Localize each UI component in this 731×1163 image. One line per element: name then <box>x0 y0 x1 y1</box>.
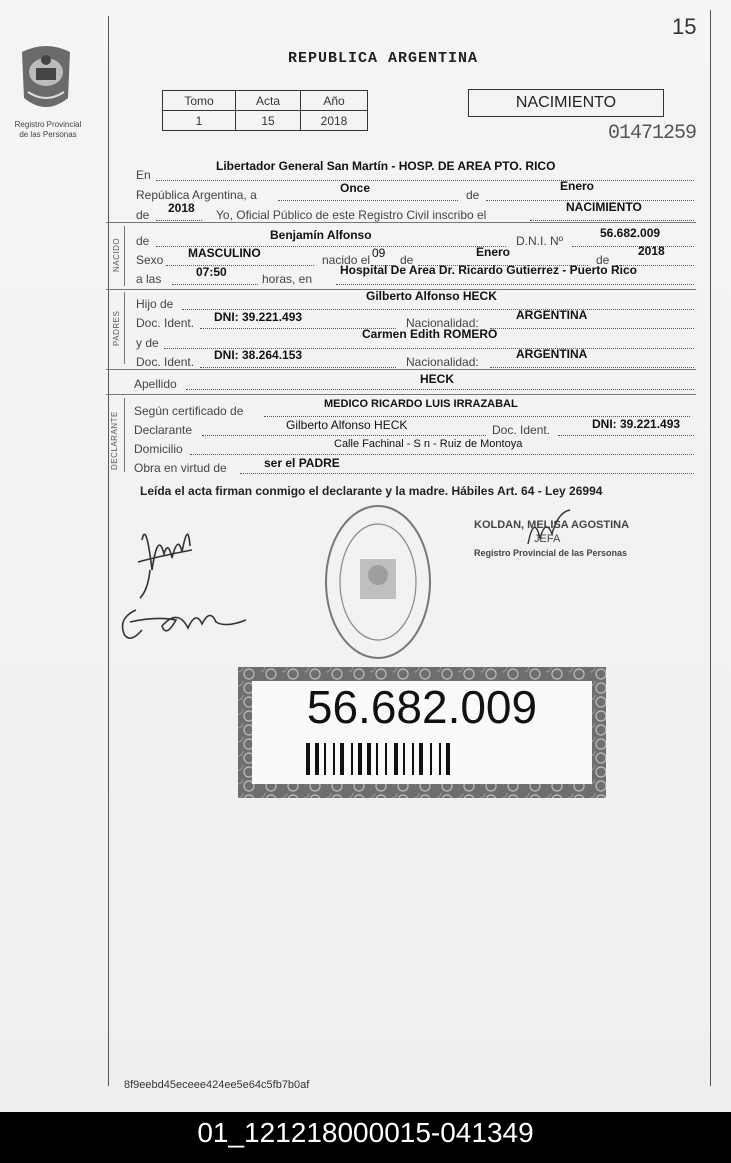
footer-code: 01_121218000015-041349 <box>197 1117 534 1148</box>
month-value: Enero <box>560 179 595 193</box>
barcode-bar <box>315 743 319 775</box>
section-rule <box>124 292 125 364</box>
barcode-bar <box>340 743 344 775</box>
closing-text: Leída el acta firman conmigo el declarante y la madre. Hábiles Art. 64 - Ley 26994 <box>140 484 603 498</box>
declarante-section-label: DECLARANTE <box>110 411 119 470</box>
barcode-bar <box>358 743 362 775</box>
alas-label: a las <box>136 272 162 286</box>
barcode-bar <box>419 743 423 775</box>
section-separator <box>106 394 696 395</box>
birth-month: Enero <box>476 245 511 259</box>
doc-ident-label: Doc. Ident. <box>136 355 195 369</box>
year-value: 2018 <box>168 201 195 215</box>
certificado-label: Según certificado de <box>134 404 244 418</box>
barcode-bar <box>324 743 326 775</box>
barcode-bar <box>439 743 441 775</box>
padres-section-label: PADRES <box>112 310 121 346</box>
logo-caption <box>0 120 96 140</box>
logo-caption-line-2: de las Personas <box>19 130 77 139</box>
en-label: En <box>136 168 151 182</box>
officer-text: Yo, Oficial Público de este Registro Civil inscribo el <box>216 208 487 222</box>
obra-label: Obra en virtud de <box>134 461 227 475</box>
sexo-value: MASCULINO <box>188 246 261 260</box>
father-name: Gilberto Alfonso HECK <box>366 289 497 303</box>
y-de-label: y de <box>136 336 159 350</box>
declarant-signature <box>130 510 200 600</box>
barcode-number: 56.682.009 <box>306 681 538 733</box>
doc-ident-label: Doc. Ident. <box>136 316 195 330</box>
record-type-box: NACIMIENTO <box>468 89 664 117</box>
official-stamp-seal <box>322 503 434 661</box>
tomo-header: Tomo <box>163 91 236 111</box>
right-margin-line <box>710 10 711 1086</box>
serial-number: 01471259 <box>608 122 697 145</box>
domicilio-value: Calle Fachinal - S n - Ruiz de Montoya <box>334 438 523 450</box>
barcode-bar <box>385 743 387 775</box>
barcode-bar <box>306 743 310 775</box>
official-role: JEFA <box>534 533 561 545</box>
obra-value: ser el PADRE <box>264 456 340 470</box>
father-nationality: ARGENTINA <box>516 308 588 322</box>
acta-header: Acta <box>236 91 301 111</box>
child-dni: 56.682.009 <box>600 226 661 240</box>
sexo-label: Sexo <box>136 253 164 267</box>
declarante-doc: DNI: 39.221.493 <box>592 417 681 431</box>
official-name: KOLDAN, MELISA AGOSTINA <box>474 519 630 531</box>
official-signature <box>524 504 574 550</box>
apellido-label: Apellido <box>134 377 177 391</box>
barcode-bar <box>351 743 353 775</box>
place-value: Libertador General San Martín - HOSP. DE AREA PTO. RICO <box>216 159 556 173</box>
tomo-value: 1 <box>163 111 236 131</box>
horas-label: horas, en <box>262 272 313 286</box>
record-table <box>162 90 368 131</box>
mother-name: Carmen Edith ROMERO <box>362 327 498 341</box>
section-rule <box>124 226 125 286</box>
declarante-value: Gilberto Alfonso HECK <box>286 418 408 432</box>
nacionalidad-label: Nacionalidad: <box>406 316 479 330</box>
section-rule <box>124 398 125 472</box>
province-coat-of-arms-logo <box>14 42 78 116</box>
left-margin-line <box>108 16 109 1086</box>
barcode-bar <box>446 743 450 775</box>
acta-value: 15 <box>236 111 301 131</box>
page-number: 15 <box>672 14 697 39</box>
document-hash: 8f9eebd45eceee424ee5e64c5fb7b0af <box>124 1079 310 1091</box>
act-value: NACIMIENTO <box>566 200 642 214</box>
barcode-bar <box>430 743 432 775</box>
mother-nationality: ARGENTINA <box>516 347 588 361</box>
certificado-value: MEDICO RICARDO LUIS IRRAZABAL <box>324 398 518 410</box>
mother-signature <box>116 598 252 648</box>
birth-time: 07:50 <box>196 265 227 279</box>
barcode-bar <box>367 743 371 775</box>
document-title: REPUBLICA ARGENTINA <box>288 50 479 67</box>
anio-value: 2018 <box>301 111 368 131</box>
de-label: de <box>400 253 414 267</box>
declarante-label: Declarante <box>134 423 193 437</box>
domicilio-label: Domicilio <box>134 442 183 456</box>
hijo-de-label: Hijo de <box>136 297 174 311</box>
doc-ident-label: Doc. Ident. <box>492 423 551 437</box>
birth-place: Hospital De Area Dr. Ricardo Gutierrez - Puerto Rico <box>340 263 637 277</box>
mother-doc: DNI: 38.264.153 <box>214 348 303 362</box>
de-label: de <box>466 188 480 202</box>
nacionalidad-label: Nacionalidad: <box>406 355 479 369</box>
official-office: Registro Provincial de las Personas <box>474 548 628 558</box>
birth-year: 2018 <box>638 244 665 258</box>
barcode-bar <box>376 743 378 775</box>
nacido-el-label: nacido el <box>322 253 371 267</box>
day-value: Once <box>340 181 371 195</box>
dni-label: D.N.I. Nº <box>516 234 564 248</box>
birth-day: 09 <box>372 246 386 260</box>
anio-header: Año <box>301 91 368 111</box>
father-doc: DNI: 39.221.493 <box>214 310 303 324</box>
barcode-bar <box>403 743 405 775</box>
apellido-value: HECK <box>420 372 455 386</box>
republica-label: República Argentina, a <box>136 188 257 202</box>
child-name: Benjamín Alfonso <box>270 228 372 242</box>
logo-caption-line-1: Registro Provincial <box>14 120 82 129</box>
section-separator <box>106 222 696 223</box>
barcode-bar <box>412 743 414 775</box>
nacido-section-label: NACIDO <box>112 237 121 272</box>
de-label: de <box>596 253 610 267</box>
barcode-bar <box>394 743 398 775</box>
de2-label: de <box>136 208 150 222</box>
section-separator <box>106 369 696 370</box>
de-label: de <box>136 234 150 248</box>
barcode-bar <box>333 743 335 775</box>
